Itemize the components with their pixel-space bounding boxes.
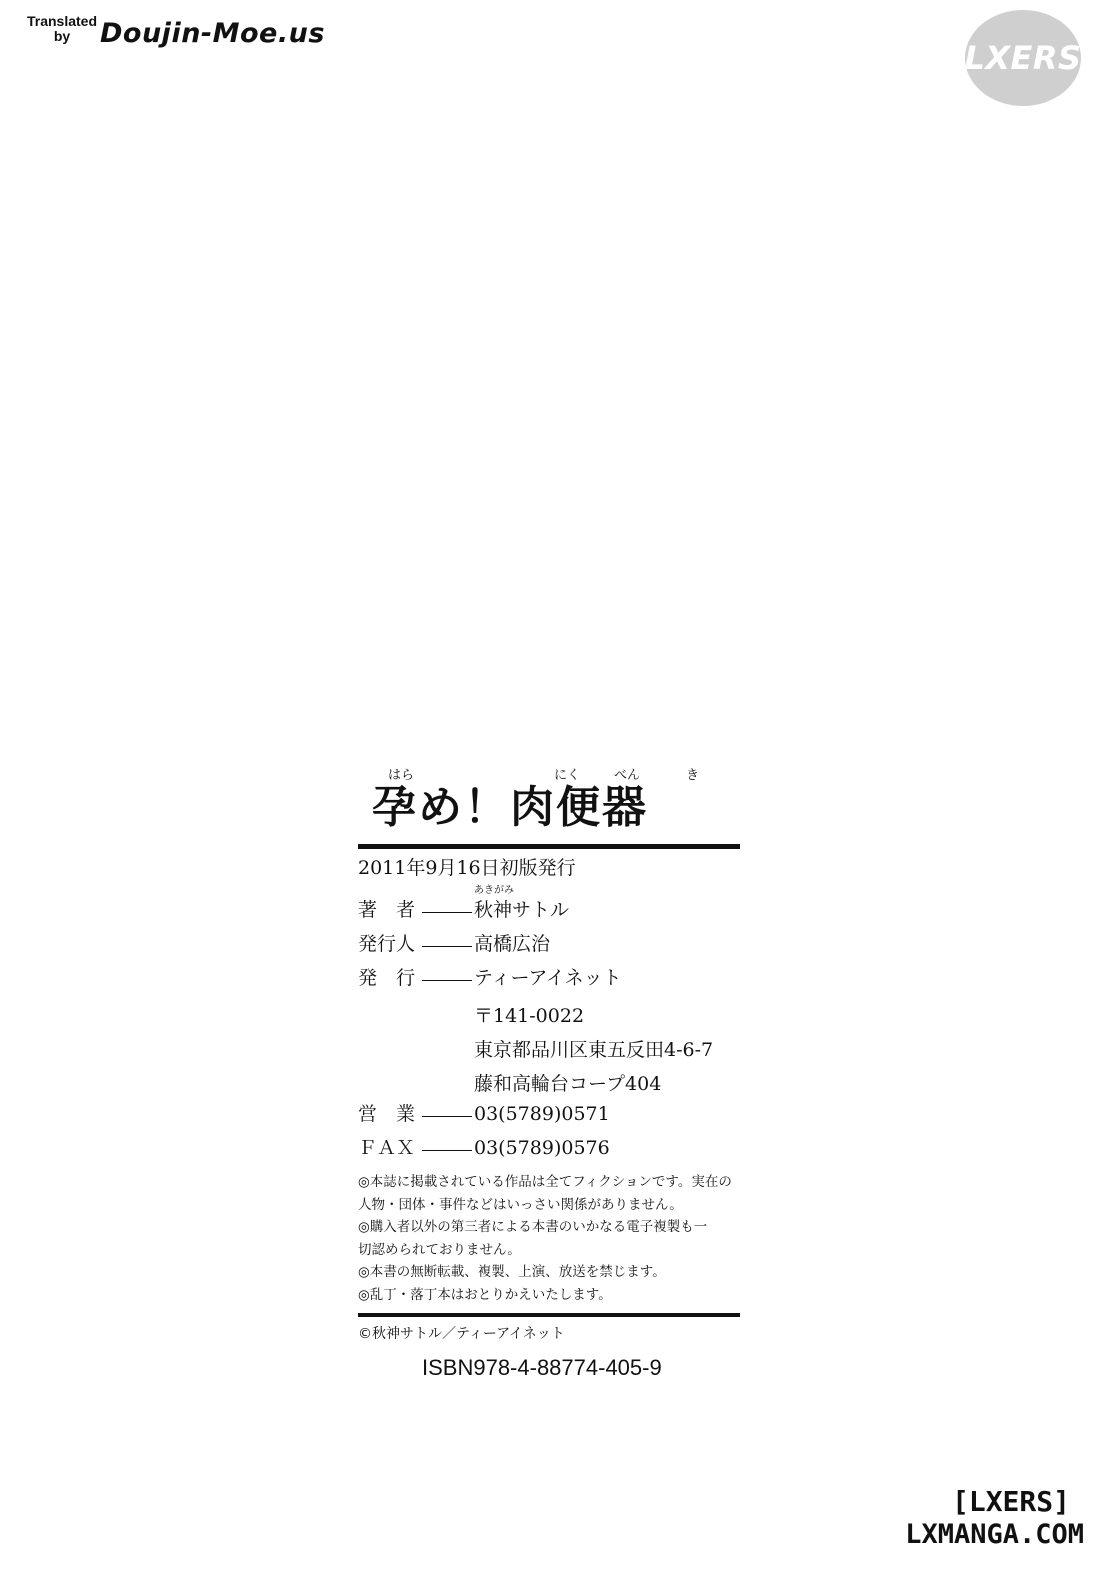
credits-list xyxy=(358,885,740,1167)
address-line-2: 藤和高輪台コープ404 xyxy=(474,1072,662,1095)
publisher-row xyxy=(358,963,740,997)
book-title: 孕め！肉便器 xyxy=(372,782,648,833)
title-rule xyxy=(358,844,740,849)
notice-line: ◎購入者以外の第三者による本書のいかなる電子複製も一 xyxy=(358,1219,708,1236)
author-name: 秋神サトル xyxy=(474,899,570,921)
translator-logo-text: Doujin-Moe.us xyxy=(100,18,325,49)
translator-credit xyxy=(22,14,382,54)
publisher-label: 発 行 xyxy=(358,967,416,989)
copyright-line: ©秋神サトル／ティーアイネット xyxy=(358,1325,565,1342)
notice-line: ◎本書の無断転載、複製、上演、放送を禁じます。 xyxy=(358,1264,666,1281)
translated-by-label: Translated by xyxy=(26,13,98,44)
site-url: LXMANGA.COM xyxy=(905,1519,1084,1550)
author-ruby: あきがみ xyxy=(474,885,514,896)
sales-label: 営 業 xyxy=(358,1103,416,1125)
ruby-hara: はら xyxy=(388,768,415,783)
notice-line: ◎本誌に掲載されている作品は全てフィクションです。実在の xyxy=(358,1174,732,1190)
publisher-person-label: 発行人 xyxy=(358,933,416,955)
title-ruby-row xyxy=(358,760,740,782)
notice-line: 切認められておりません。 xyxy=(358,1241,521,1258)
site-tag: [LXERS] xyxy=(951,1485,1070,1518)
site-watermark xyxy=(898,1486,1084,1552)
fax-label: ＦＡＸ xyxy=(358,1137,416,1159)
legal-notices xyxy=(358,1171,740,1307)
dash-rule xyxy=(422,946,472,947)
ruby-ki: き xyxy=(686,768,700,783)
publisher-person-name: 高橋広治 xyxy=(474,933,551,955)
dash-rule xyxy=(422,980,472,981)
fax-number: 03(5789)0576 xyxy=(474,1137,610,1159)
colophon-block xyxy=(358,760,740,1381)
publisher-name: ティーアイネット xyxy=(474,967,622,989)
bottom-rule xyxy=(358,1313,740,1317)
lxers-badge-logo xyxy=(965,10,1081,106)
lxers-badge-text: LXERS xyxy=(964,39,1082,77)
sales-row xyxy=(358,1099,740,1133)
address-line-1: 東京都品川区東五反田4-6-7 xyxy=(474,1038,714,1061)
isbn-number: ISBN978-4-88774-405-9 xyxy=(422,1354,662,1380)
publisher-person-row xyxy=(358,929,740,963)
author-name-wrap xyxy=(474,885,570,922)
dash-rule xyxy=(422,912,472,913)
author-row xyxy=(358,885,740,929)
dash-rule xyxy=(422,1116,472,1117)
fax-row xyxy=(358,1133,740,1167)
ruby-niku: にく xyxy=(554,768,581,783)
sales-phone: 03(5789)0571 xyxy=(474,1103,610,1125)
notice-line: 人物・団体・事件などはいっさい関係がありません。 xyxy=(358,1196,683,1213)
notice-line: ◎乱丁・落丁本はおとりかえいたします。 xyxy=(358,1286,612,1303)
author-label: 著 者 xyxy=(358,899,416,921)
postal-code: 〒141-0022 xyxy=(474,1004,585,1027)
dash-rule xyxy=(422,1150,472,1151)
publication-date: 2011年9月16日初版発行 xyxy=(358,857,576,879)
ruby-ben: べん xyxy=(614,768,641,783)
